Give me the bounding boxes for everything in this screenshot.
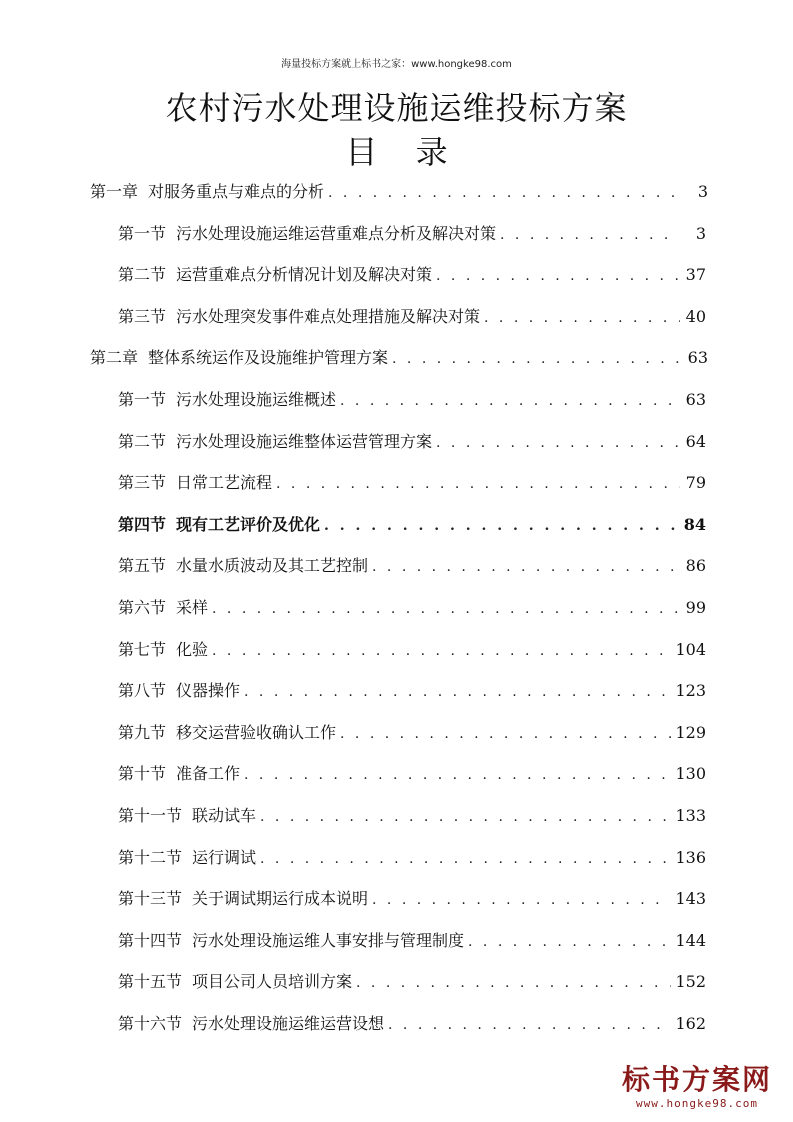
toc-entry-label — [118, 639, 208, 661]
toc-entry-text: 污水处理设施运维整体运营管理方案 — [176, 431, 433, 451]
toc-entry-text: 污水处理突发事件难点处理措施及解决对策 — [176, 306, 481, 326]
toc-leader-dots — [372, 556, 680, 578]
toc-entry[interactable] — [90, 347, 708, 369]
toc-entry-page: 79 — [685, 473, 706, 493]
toc-entry-text: 运营重难点分析情况计划及解决对策 — [176, 265, 433, 285]
document-title: 农村污水处理设施运维投标方案 — [165, 89, 628, 127]
toc-entry-page: 152 — [675, 972, 706, 992]
toc-leader-dots — [356, 972, 671, 994]
toc-entry-number: 第二节 — [118, 431, 167, 451]
toc-entry-page: 40 — [685, 306, 706, 326]
toc-entry-label — [118, 597, 208, 619]
toc-entry-label — [118, 431, 432, 453]
toc-entry-text: 关于调试期运行成本说明 — [192, 889, 369, 909]
toc-entry[interactable] — [118, 847, 706, 869]
toc-entry-number: 第十三节 — [118, 889, 183, 909]
toc-entry-text: 采样 — [176, 598, 209, 617]
toc-leader-dots — [484, 307, 680, 329]
toc-entry-number: 第十六节 — [118, 1014, 183, 1033]
toc-entry-text: 现有工艺评价及优化 — [176, 514, 321, 534]
toc-entry-text: 仪器操作 — [176, 681, 241, 701]
toc-entry-number: 第十四节 — [118, 930, 183, 950]
toc-entry-page: 64 — [685, 431, 706, 451]
toc-entry-page: 123 — [675, 681, 706, 701]
toc-entry-number: 第三节 — [118, 306, 167, 326]
toc-entry[interactable] — [118, 306, 706, 328]
toc-entry-number: 第十节 — [118, 764, 167, 784]
toc-entry[interactable] — [118, 722, 706, 744]
toc-entry-label — [118, 805, 256, 827]
toc-entry-page: 84 — [683, 514, 706, 534]
toc-entry-text: 准备工作 — [176, 764, 241, 784]
toc-entry[interactable] — [118, 763, 706, 785]
toc-leader-dots — [212, 598, 680, 620]
toc-entry-number: 第一节 — [118, 390, 167, 409]
toc-leader-dots — [260, 806, 671, 828]
toc-entry-page: 3 — [695, 223, 706, 243]
toc-entry-page: 130 — [675, 764, 706, 784]
toc-entry-number: 第五节 — [118, 556, 167, 576]
toc-entry-text: 日常工艺流程 — [176, 473, 273, 493]
toc-leader-dots — [260, 848, 671, 870]
toc-entry[interactable] — [118, 514, 706, 536]
toc-entry-number: 第二节 — [118, 265, 167, 285]
toc-entry-text: 对服务重点与难点的分析 — [148, 182, 325, 201]
toc-entry-number: 第四节 — [118, 514, 167, 534]
toc-entry-label — [118, 847, 256, 869]
toc-entry-text: 移交运营验收确认工作 — [176, 722, 337, 742]
toc-leader-dots — [468, 931, 671, 953]
toc-entry-label — [118, 223, 496, 245]
toc-entry[interactable] — [118, 639, 706, 661]
toc-entry-text: 运行调试 — [192, 847, 257, 867]
toc-entry-page: 99 — [685, 598, 706, 617]
toc-entry-label — [90, 347, 388, 369]
toc-entry-label — [118, 514, 320, 536]
toc-entry-text: 水量水质波动及其工艺控制 — [176, 556, 369, 576]
toc-entry-label — [118, 555, 368, 577]
toc-entry-text: 污水处理设施运维概述 — [176, 390, 337, 409]
watermark-logo — [617, 1063, 777, 1110]
watermark-title: 标书方案网 — [621, 1063, 772, 1096]
toc-entry-text: 联动试车 — [192, 806, 257, 825]
toc-entry[interactable] — [118, 389, 706, 411]
toc-leader-dots — [340, 723, 671, 745]
toc-entry[interactable] — [118, 680, 706, 702]
toc-entry[interactable] — [118, 555, 706, 577]
toc-entry-label — [118, 930, 464, 952]
toc-entry[interactable] — [118, 223, 706, 245]
toc-entry-text: 污水处理设施运维运营设想 — [192, 1014, 385, 1033]
toc-entry-number: 第七节 — [118, 639, 167, 659]
toc-entry-number: 第八节 — [118, 681, 167, 701]
toc-entry-label — [118, 264, 432, 286]
toc-entry-label — [118, 1013, 384, 1035]
toc-entry-label — [118, 888, 368, 910]
toc-entry-page: 133 — [675, 806, 706, 825]
toc-entry[interactable] — [118, 1013, 706, 1035]
toc-entry-number: 第十一节 — [118, 806, 183, 825]
watermark-url: www.hongke98.com — [636, 1097, 758, 1110]
toc-entry-page: 63 — [687, 348, 708, 368]
toc-leader-dots — [244, 681, 671, 703]
toc-entry-number: 第六节 — [118, 598, 167, 617]
toc-leader-dots — [212, 640, 671, 662]
toc-heading: 目 录 — [345, 133, 462, 171]
toc-entry-label — [90, 181, 324, 203]
toc-leader-dots — [436, 265, 680, 287]
toc-leader-dots — [328, 182, 682, 204]
toc-entry-label — [118, 389, 336, 411]
toc-entry-text: 项目公司人员培训方案 — [192, 972, 353, 992]
toc-entry[interactable] — [118, 264, 706, 286]
toc-entry-number: 第三节 — [118, 473, 167, 493]
toc-leader-dots — [500, 224, 680, 246]
toc-entry-number: 第一节 — [118, 223, 167, 243]
toc-entry-text: 化验 — [176, 639, 209, 659]
toc-entry-label — [118, 306, 480, 328]
toc-entry[interactable] — [118, 805, 706, 827]
toc-leader-dots — [436, 432, 680, 454]
toc-entry-text: 污水处理设施运维运营重难点分析及解决对策 — [176, 223, 497, 243]
toc-entry[interactable] — [118, 930, 706, 952]
toc-leader-dots — [372, 889, 671, 911]
toc-entry-page: 63 — [685, 390, 706, 409]
toc-entry[interactable] — [118, 472, 706, 494]
toc-entry-label — [118, 472, 272, 494]
toc-entry[interactable] — [118, 971, 706, 993]
toc-entry-number: 第二章 — [90, 348, 139, 368]
toc-entry-number: 第十二节 — [118, 847, 183, 867]
toc-leader-dots — [392, 348, 682, 370]
toc-leader-dots — [244, 764, 671, 786]
toc-entry-page: 86 — [685, 556, 706, 576]
toc-entry-page: 162 — [675, 1014, 706, 1033]
toc-entry-number: 第十五节 — [118, 972, 183, 992]
toc-entry-page: 136 — [675, 847, 706, 867]
toc-entry[interactable] — [118, 431, 706, 453]
toc-leader-dots — [340, 390, 680, 412]
toc-entry-label — [118, 722, 336, 744]
toc-entry-page: 104 — [675, 639, 706, 659]
toc-entry-page: 129 — [675, 722, 706, 742]
toc-entry-page: 37 — [685, 265, 706, 285]
toc-leader-dots — [324, 515, 680, 537]
toc-entry-label — [118, 971, 352, 993]
toc-entry-label — [118, 763, 240, 785]
toc-entry-text: 污水处理设施运维人事安排与管理制度 — [192, 930, 465, 950]
toc-entry-page: 143 — [675, 889, 706, 909]
toc-entry[interactable] — [118, 888, 706, 910]
toc-entry-page: 144 — [675, 930, 706, 950]
toc-entry[interactable] — [90, 181, 708, 203]
toc-entry-number: 第九节 — [118, 722, 167, 742]
toc-leader-dots — [276, 473, 680, 495]
toc-entry-label — [118, 680, 240, 702]
toc-entry-number: 第一章 — [90, 182, 139, 201]
toc-entry-text: 整体系统运作及设施维护管理方案 — [148, 348, 389, 368]
header-note: 海量投标方案就上标书之家：www.hongke98.com — [281, 59, 512, 70]
toc-entry-page: 3 — [697, 182, 708, 201]
toc-entry[interactable] — [118, 597, 706, 619]
toc-leader-dots — [388, 1014, 671, 1036]
